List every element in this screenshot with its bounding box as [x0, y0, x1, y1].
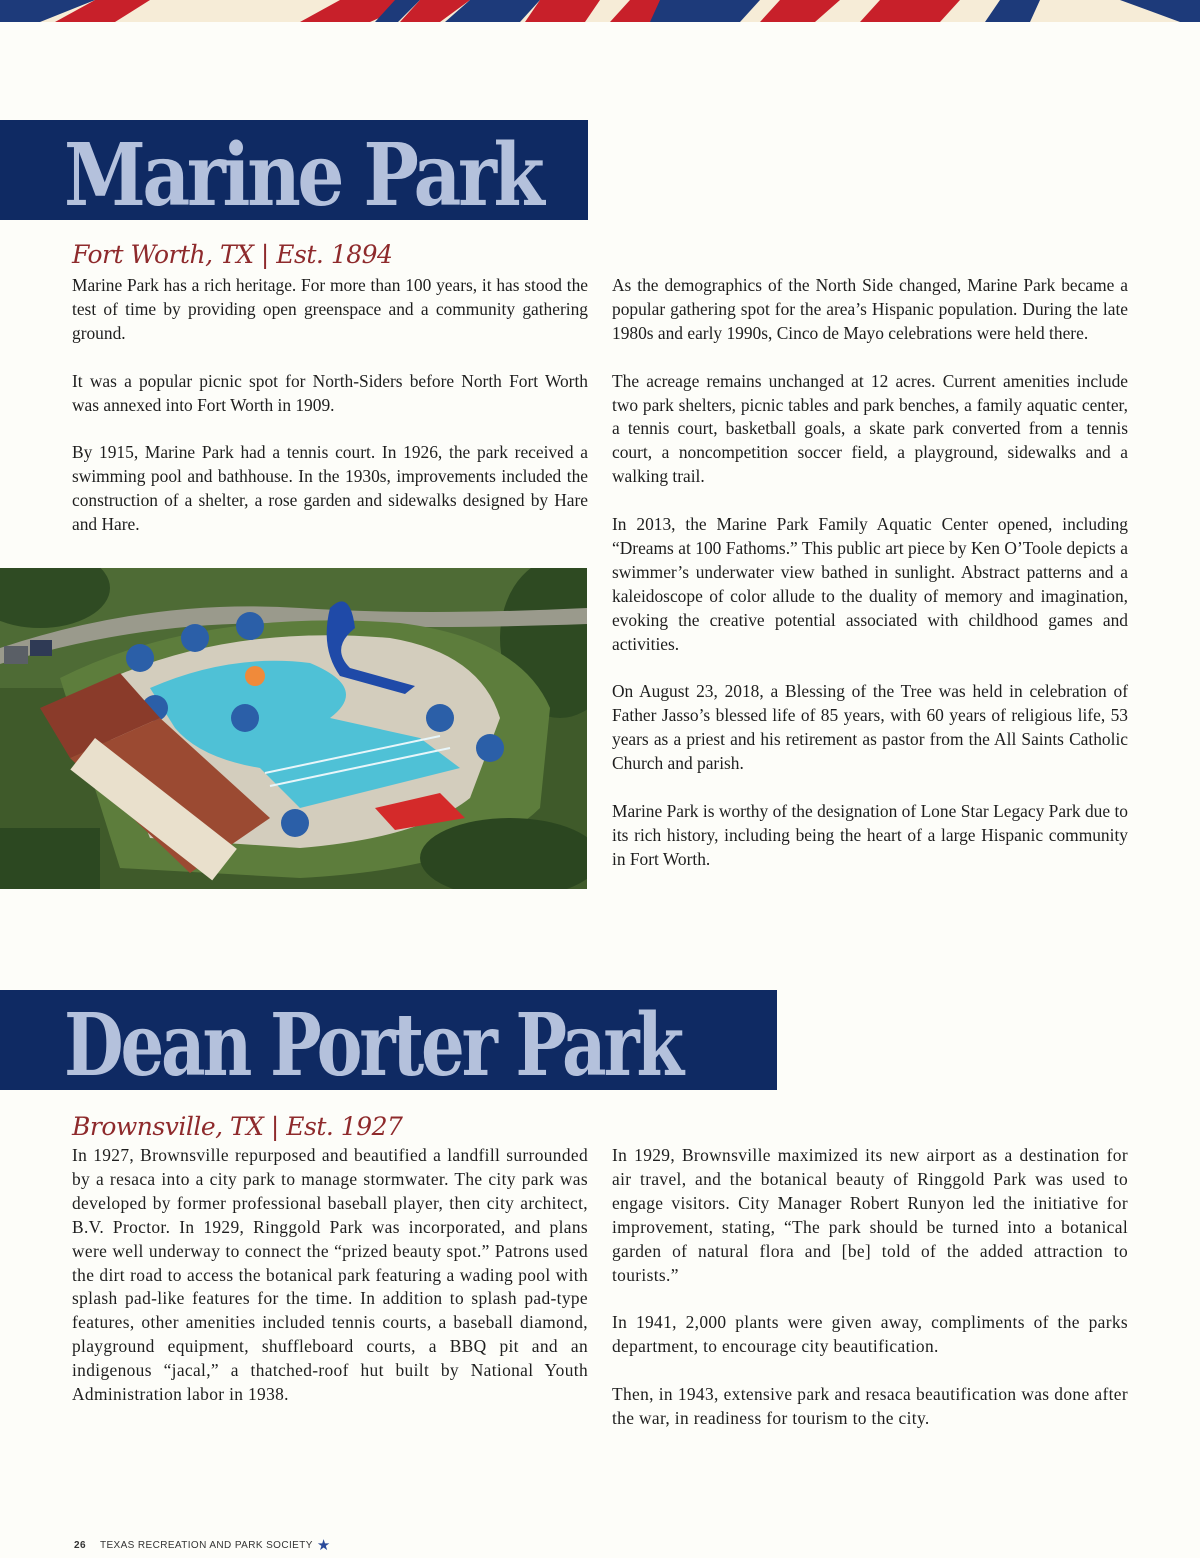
star-icon: ★ — [316, 1537, 331, 1554]
marine-subtitle: Fort Worth, TX | Est. 1894 — [72, 240, 393, 269]
section-title: Dean Porter Park — [64, 995, 681, 1090]
paragraph: As the demographics of the North Side changed, Marine Park became a popular gathering spot for the area’s Hispanic population. During the late 1980s and early 1990s, Cinco de Mayo celebrations were held there. — [612, 275, 1128, 343]
dean-title-band — [0, 990, 777, 1090]
marine-left-column — [72, 274, 588, 537]
paragraph: In 1941, 2,000 plants were given away, compliments of the parks department, to encourage city beautification. — [612, 1312, 1128, 1357]
paragraph: Marine Park has a rich heritage. For more than 100 years, it has stood the test of time by providing open greenspace and a community gathering ground. — [72, 275, 588, 343]
paragraph: It was a popular picnic spot for North-Siders before North Fort Worth was annexed into Fort Worth in 1909. — [72, 370, 588, 415]
marine-right-column — [612, 274, 1128, 872]
flag-stripe-header — [0, 0, 1200, 22]
page-footer — [74, 1536, 331, 1554]
dean-subtitle: Brownsville, TX | Est. 1927 — [72, 1112, 403, 1141]
paragraph: In 1929, Brownsville maximized its new airport as a destination for air travel, and the botanical beauty of Ringgold Park was used to engage visitors. City Manager Robert Runyon led the initiative for improvement, stating, “The park should be turned into a botanical garden of natural flora and [be] told of the added attraction to tourists.” — [612, 1145, 1128, 1285]
paragraph: On August 23, 2018, a Blessing of the Tree was held in celebration of Father Jasso’s blessed life of 85 years, with 60 years of religious life, 53 years as a priest and his retirement as pastor from the All Saints Catholic Church and parish. — [612, 681, 1128, 774]
paragraph: Then, in 1943, extensive park and resaca beautification was done after the war, in readiness for tourism to the city. — [612, 1384, 1128, 1428]
paragraph: By 1915, Marine Park had a tennis court. In 1926, the park received a swimming pool and bathhouse. In the 1930s, improvements included the construction of a shelter, a rose garden and sidewalks designed by Hare and Hare. — [72, 442, 588, 535]
paragraph: In 1927, Brownsville repurposed and beautified a landfill surrounded by a resaca into a city park to manage stormwater. The city park was developed by former professional baseball player, then city architect, B.V. Proctor. In 1929, Ringgold Park was incorporated, and plans were well underway to connect the “prized beauty spot.” Patrons used the dirt road to access the botanical park featuring a wading pool with splash pad-like features for the time. In addition to splash pad-type features, other amenities included tennis courts, a baseball diamond, playground equipment, shuffleboard courts, a BBQ pit and an indigenous “jacal,” a thatched-roof hut built by National Youth Administration labor in 1938. — [72, 1145, 588, 1405]
paragraph: In 2013, the Marine Park Family Aquatic Center opened, including “Dreams at 100 Fathoms.” This public art piece by Ken O’Toole depicts a swimmer’s underwater view bathed in sunlight. Abstract patterns and a kaleidoscope of color allude to the duality of memory and imagination, evoking the creative potential associated with childhood games and activities. — [612, 514, 1128, 654]
dean-right-column — [612, 1144, 1128, 1431]
page-title: Marine Park — [64, 125, 542, 220]
dean-left-column — [72, 1144, 588, 1407]
page-number: 26 — [74, 1539, 86, 1551]
publication-name: TEXAS RECREATION AND PARK SOCIETY — [99, 1539, 313, 1551]
paragraph: Marine Park is worthy of the designation of Lone Star Legacy Park due to its rich history, including being the heart of a large Hispanic community in Fort Worth. — [612, 800, 1128, 869]
marine-title-band — [0, 120, 588, 220]
aquatic-center-photo — [0, 568, 587, 889]
paragraph: The acreage remains unchanged at 12 acres. Current amenities include two park shelters, picnic tables and park benches, a family aquatic center, a tennis court, basketball goals, a skate park converted from a tennis court, a noncompetition soccer field, a playground, sidewalks and a walking trail. — [612, 370, 1128, 487]
